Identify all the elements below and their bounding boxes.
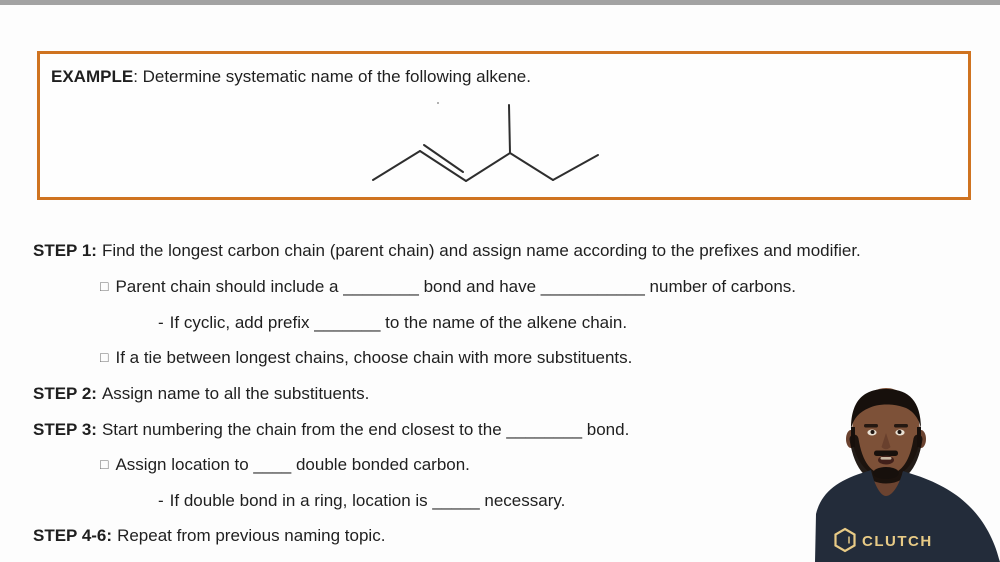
step-1-label: STEP 1:	[33, 241, 97, 260]
pupil	[871, 430, 875, 434]
step-2-text: Assign name to all the substituents.	[101, 384, 370, 403]
example-prompt	[51, 66, 531, 88]
pupil	[898, 430, 902, 434]
bond-line	[420, 151, 466, 181]
mouth	[878, 456, 894, 465]
step-3-bullet-a	[100, 454, 470, 476]
example-box	[37, 51, 971, 200]
step-1-bullet-a-text: Parent chain should include a ________ bond and have ___________ number of carbons.	[115, 277, 796, 296]
step-4-6-label: STEP 4-6:	[33, 526, 113, 545]
eyebrow	[864, 424, 878, 428]
instructor-webcam-overlay	[815, 387, 1000, 562]
mustache	[874, 451, 898, 457]
bond-line	[509, 105, 510, 153]
step-1-text: Find the longest carbon chain (parent chain) and assign name according to the prefixes and modifier.	[101, 241, 861, 260]
step-4-6-line	[33, 525, 385, 547]
step-1-sub-dash-text: If cyclic, add prefix _______ to the name of the alkene chain.	[169, 313, 628, 332]
step-3-sub-dash	[158, 490, 565, 512]
chin-beard	[873, 467, 899, 479]
step-1-sub-dash	[158, 312, 627, 334]
step-3-label: STEP 3:	[33, 420, 97, 439]
bond-line	[466, 153, 510, 181]
stray-dot	[437, 102, 439, 104]
step-1-line	[33, 240, 861, 262]
step-3-line	[33, 419, 629, 441]
square-bullet-icon: □	[100, 456, 109, 472]
dash-bullet: -	[158, 491, 164, 510]
step-4-6-text: Repeat from previous naming topic.	[117, 526, 386, 545]
bond-line	[373, 151, 420, 180]
example-label: EXAMPLE	[51, 67, 134, 86]
square-bullet-icon: □	[100, 278, 109, 294]
step-1-bullet-a	[100, 276, 796, 298]
teeth	[881, 457, 892, 460]
step-1-bullet-b	[100, 347, 632, 369]
dash-bullet: -	[158, 313, 164, 332]
eyebrow	[894, 424, 908, 428]
step-2-label: STEP 2:	[33, 384, 97, 403]
step-2-line	[33, 383, 369, 405]
step-3-bullet-a-text: Assign location to ____ double bonded carbon.	[115, 455, 470, 474]
clutch-logo-text: CLUTCH	[862, 533, 933, 550]
step-1-bullet-b-text: If a tie between longest chains, choose chain with more substituents.	[115, 348, 633, 367]
square-bullet-icon: □	[100, 349, 109, 365]
bond-line	[553, 155, 598, 180]
alkene-skeletal-structure	[363, 98, 613, 193]
step-3-sub-dash-text: If double bond in a ring, location is _____ necessary.	[169, 491, 566, 510]
step-3-text: Start numbering the chain from the end closest to the ________ bond.	[101, 420, 630, 439]
video-top-bar	[0, 0, 1000, 5]
bond-lines	[373, 105, 598, 181]
example-label-text: : Determine systematic name of the following alkene.	[133, 67, 531, 86]
bond-line	[510, 153, 553, 180]
